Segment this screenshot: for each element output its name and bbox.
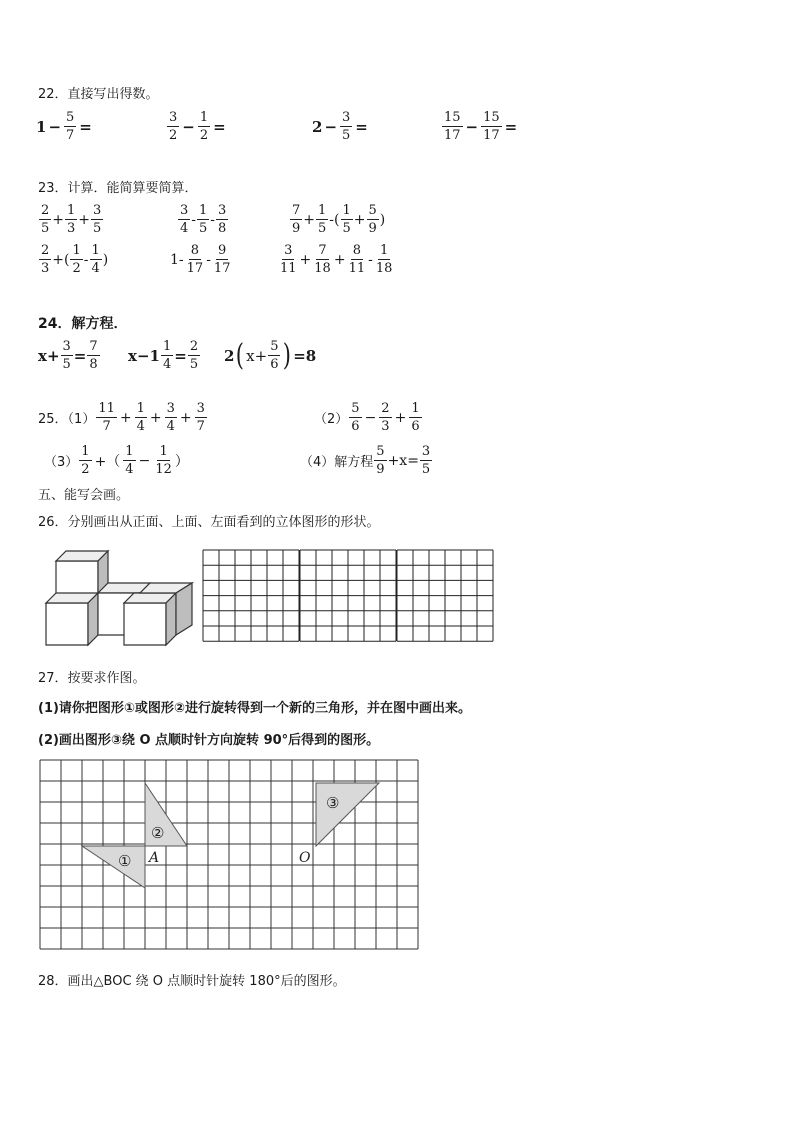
cube-br-front — [124, 603, 166, 645]
triangle-2-label: ② — [151, 824, 165, 842]
q24-eq-1: x+ $\frac{3}{5}$ = $\frac{7}{8}$ — [38, 339, 98, 372]
q22-title: 22．直接写出得数。 — [38, 87, 159, 102]
q23-expr-1: $\frac{2}{5}$ + $\frac{1}{3}$ + $\frac{3}{5}$ — [41, 203, 102, 236]
q23-title: 23．计算．能简算要简算． — [38, 181, 198, 196]
point-o-label: O — [299, 850, 311, 866]
q27-instruction-1: (1)请你把图形①或图形②进行旋转得到一个新的三角形，并在图中画出来。 — [38, 701, 471, 716]
cube-back-side — [176, 583, 192, 635]
q23-expr-5: 1- $\frac{8}{17}$ - $\frac{9}{17}$ — [170, 243, 231, 276]
triangle-1-label: ① — [118, 852, 132, 870]
q25-part-4: （4）解方程 $\frac{5}{9}$ +x= $\frac{3}{5}$ — [300, 444, 431, 477]
point-a-label: A — [149, 850, 160, 866]
q23-expr-4: $\frac{2}{3}$ +( $\frac{1}{2}$ - $\frac{1}{4}$ ) — [41, 243, 109, 276]
section-5-title: 五、能写会画。 — [38, 488, 130, 503]
q22-item-2: $\frac{3}{2}$ − $\frac{1}{2}$ = — [169, 110, 226, 143]
q25-part-3: （3） $\frac{1}{2}$ +（ $\frac{1}{4}$ − $\frac{1}{12}$ ） — [44, 444, 189, 477]
cube-stack-figure — [40, 543, 200, 653]
q24-eq-3: 2 ( x+ $\frac{5}{6}$ ) =8 — [224, 337, 317, 373]
rotation-grid — [38, 758, 424, 954]
q23-expr-3: $\frac{7}{9}$ + $\frac{1}{5}$ -( $\frac{1}{5}$ + $\frac{5}{9}$ ) — [292, 203, 386, 236]
q25-part-2: （2） $\frac{5}{6}$ − $\frac{2}{3}$ + $\frac{1}{6}$ — [314, 401, 420, 434]
q23-expr-6: $\frac{3}{11}$ + $\frac{7}{18}$ + $\frac{8}{11}$ - $\frac{1}{18}$ — [280, 243, 393, 276]
triangle-1 — [82, 846, 145, 888]
q27-title: 27．按要求作图。 — [38, 671, 146, 686]
q22-item-4: $\frac{15}{17}$ − $\frac{15}{17}$ = — [444, 110, 518, 143]
q26-title: 26．分别画出从正面、上面、左面看到的立体图形的形状。 — [38, 515, 380, 530]
q23-expr-2: $\frac{3}{4}$ - $\frac{1}{5}$ - $\frac{3}{8}$ — [180, 203, 227, 236]
cube-bl-side — [88, 593, 98, 645]
q24-title: 24．解方程． — [38, 316, 128, 332]
triangle-3-label: ③ — [326, 794, 340, 812]
cube-br-side — [166, 593, 176, 645]
cube-bl-front — [46, 603, 88, 645]
view-grids — [201, 549, 495, 643]
q25-part-1: 25．（1） $\frac{11}{7}$ + $\frac{1}{4}$ + $\frac{3}{4}$ + $\frac{3}{7}$ — [38, 401, 205, 434]
q22-item-1: 1 − $\frac{5}{7}$ = — [36, 110, 92, 143]
q27-instruction-2: (2)画出图形③绕 O 点顺时针方向旋转 90°后得到的图形。 — [38, 733, 380, 748]
q28-title: 28．画出△BOC 绕 O 点顺时针旋转 180°后的图形。 — [38, 974, 346, 989]
triangle-3 — [316, 783, 379, 846]
q22-item-3: 2 − $\frac{3}{5}$ = — [312, 110, 368, 143]
q24-eq-2: x−1 $\frac{1}{4}$ = $\frac{2}{5}$ — [128, 339, 199, 372]
